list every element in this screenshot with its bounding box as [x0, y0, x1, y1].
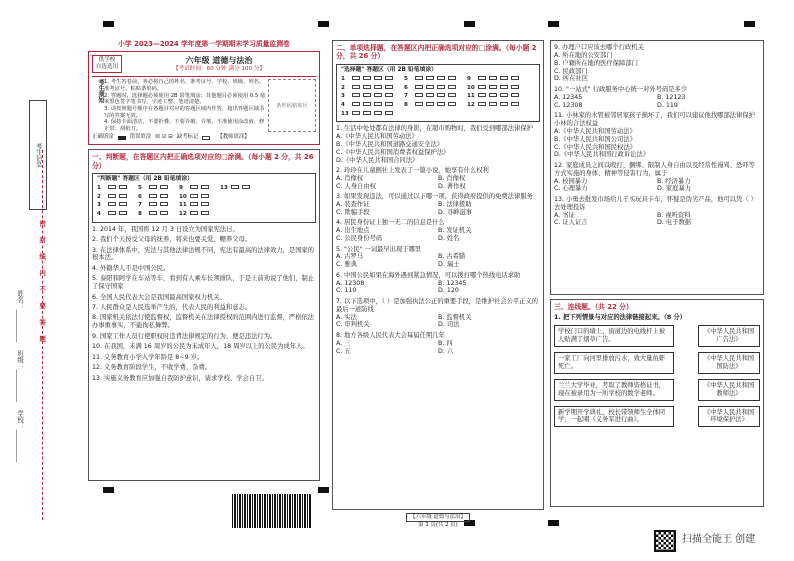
answer-bubble[interactable] [231, 185, 239, 189]
side-field-name[interactable]: 姓名：__________ [16, 290, 25, 342]
matching-pairs [554, 325, 760, 427]
column-1 [88, 40, 320, 481]
section-1-title: 一、判断题，在答题区内把正确选项对应的□涂满。（每小题 2 分，共 26 分） [92, 153, 314, 170]
answer-bubble[interactable] [426, 102, 434, 106]
answer-bubble[interactable] [363, 76, 371, 80]
option: A. 古罗马 [336, 253, 364, 261]
answer-bubble[interactable] [190, 202, 198, 206]
registration-mark [548, 21, 559, 27]
wrong-mark-icons: ☒ ☑ ⊟ [155, 134, 173, 141]
choice-question [336, 219, 540, 243]
q-num: 9 [467, 76, 471, 83]
law-box[interactable]: 《中华人民共和国环境保护法》 [698, 406, 760, 428]
answer-bubble[interactable] [448, 76, 456, 80]
answer-bubble[interactable] [352, 102, 360, 106]
q-num: 1 [97, 185, 101, 192]
option: A. 三 [336, 339, 351, 347]
choice-question-list [554, 44, 760, 227]
answer-bubble[interactable] [352, 85, 360, 89]
choice-row [341, 76, 535, 83]
option: C. 雅典 [336, 261, 357, 269]
question-text: 8. 地方各级人民代表大会每届任期几年 [336, 331, 445, 339]
judge-row [97, 185, 311, 192]
judge-question: 10. 在我国，未满 16 周岁的公民为未成年人，18 周岁以上的公民为成年人。 [92, 343, 309, 351]
option-row [336, 183, 540, 191]
judge-question: 12. 义务教育阶段学生，不收学费、杂费。 [92, 364, 212, 372]
option: C. 心理暴力 [554, 185, 588, 193]
option-row [336, 348, 540, 356]
scene-box[interactable]: 兰兰大学毕业，考取了教师资格证书，现在被录用为一所学校的数学老师。 [554, 379, 674, 401]
choice-question [336, 193, 540, 217]
registration-mark [318, 21, 329, 27]
option: C. 12308 [554, 101, 583, 109]
answer-bubble[interactable] [489, 85, 497, 89]
option-row [554, 94, 760, 102]
option: B. 经济暴力 [657, 177, 691, 185]
answer-bubble[interactable] [478, 76, 486, 80]
option-row [336, 227, 540, 235]
option: C. 欺骗手段 [336, 208, 370, 216]
answer-bubble[interactable] [448, 93, 456, 97]
question-text: 13. 小勇去批发市场给儿子买玩具卡车，怀疑是伪劣产品，他可以凭（ ）去处理投诉 [554, 195, 757, 211]
judge-question: 7. 人民群众是人民选举产生的，代表人民的利益和意志。 [92, 304, 252, 312]
option: C.《中华人民共和国民权法》 [554, 143, 636, 151]
option: D. 所在社区 [554, 75, 589, 83]
option: A. 12345 [554, 93, 583, 101]
footer-page: 第 1 页(共 2 页) [418, 521, 458, 528]
choice-question [554, 44, 760, 83]
answer-bubble[interactable] [415, 85, 423, 89]
barcode-area: 条形码粘贴区 [268, 79, 316, 132]
option: A. 肖像权 [336, 174, 364, 182]
option: D. 瑞士 [438, 261, 460, 269]
school-box-line: 自选选用 [95, 64, 119, 71]
answer-bubble[interactable] [374, 76, 382, 80]
side-field-class[interactable]: 班级：__________ [16, 350, 25, 402]
option: D. 司法 [438, 321, 460, 329]
answer-bubble[interactable] [149, 202, 157, 206]
question-text: 12. 家庭成员之间以殴打、捆绑、限制人身自由以及经常性谩骂、恐吓等方式实施的身体、精神等侵害行为，属于 [554, 161, 755, 177]
answer-bubble[interactable] [478, 85, 486, 89]
question-text: 2. 玲玲在儿童剧社上发表了一篇小说，她享有什么权利 [336, 166, 489, 174]
column-3 [550, 40, 764, 507]
option: A. 装查作证 [336, 201, 370, 209]
answer-bubble[interactable] [190, 185, 198, 189]
choice-question [554, 162, 760, 193]
barcode [232, 494, 312, 528]
question-text: 11. 小林家的水管被邻居家孩子损坏了，我们可以建议他找哪部法律保护小林的合法权益 [554, 112, 755, 127]
question-text: 1. 生活中处处都有法律的身影，在超市购物时，我们受到哪部法律保护 [336, 125, 533, 133]
judge-question: 9. 国家工作人员行使职权时违背法律规定的行为，便是违法行为。 [92, 332, 277, 340]
matching-row [554, 325, 760, 347]
answer-bubble[interactable] [119, 211, 127, 215]
option-row [336, 321, 540, 329]
answer-bubble[interactable] [500, 102, 508, 106]
option: D.《中华人民共和国行政诉讼法》 [554, 151, 650, 159]
question-text: 5. "公民" 一词最早出现于哪里 [336, 245, 422, 253]
answer-bubble[interactable] [385, 93, 393, 97]
choice-row [341, 93, 535, 100]
q-num: 5 [138, 185, 142, 192]
answer-bubble[interactable] [352, 93, 360, 97]
q-num: 5 [404, 76, 408, 83]
answer-bubble[interactable] [190, 194, 198, 198]
answer-bubble[interactable] [119, 194, 127, 198]
answer-bubble[interactable] [374, 102, 382, 106]
notice-item: 2. 答题时，选择题必须使用 2B 铅笔填涂；其他题目必须使用 0.5 毫米黑色签字笔书写，字迹工整、笔迹清楚。 [104, 92, 266, 106]
choice-answer-area [336, 64, 540, 122]
answer-bubble[interactable] [426, 76, 434, 80]
side-field-label: 姓名 [16, 290, 25, 303]
grade-subject: 六年级 道德与法治 [185, 55, 253, 65]
school-select-box [92, 55, 122, 73]
option: B. 12123 [657, 93, 686, 101]
q-num: 9 [179, 185, 183, 192]
scanner-watermark: 扫描全能王 创建 [682, 534, 756, 545]
q-num: 1 [341, 76, 345, 83]
answer-bubble[interactable] [160, 202, 168, 206]
q-num: 12 [467, 101, 475, 108]
answer-bubble[interactable] [149, 194, 157, 198]
question-text: 4. 居民身份证上独一无二的信息是什么 [336, 219, 445, 227]
option: C. 人身自由权 [336, 182, 376, 190]
q-num: 2 [97, 193, 101, 200]
answer-bubble[interactable] [437, 85, 445, 89]
q-num: 11 [467, 93, 475, 100]
registration-mark [103, 21, 114, 27]
qr-code [654, 530, 676, 552]
option: D. 寻衅滋事 [438, 208, 473, 216]
q-num: 4 [341, 101, 345, 108]
registration-mark [464, 21, 475, 27]
q-num: 10 [179, 193, 187, 200]
q-num: 2 [341, 84, 345, 91]
option: A. 所在地的公安部门 [554, 51, 613, 59]
answer-bubble[interactable] [160, 211, 168, 215]
registration-mark [318, 487, 329, 493]
filled-box-icon [118, 136, 126, 140]
answer-bubble[interactable] [108, 185, 116, 189]
exam-title: 小学 2023—2024 学年度第一学期期末学习质量监测卷 [118, 40, 290, 48]
choice-question [336, 167, 540, 191]
option-row [336, 175, 540, 183]
q-num: 6 [138, 193, 142, 200]
option: D. 家庭暴力 [657, 185, 692, 193]
option: A. 校园暴力 [554, 177, 588, 185]
q-num: 10 [467, 84, 475, 91]
answer-bubble[interactable] [511, 85, 519, 89]
side-info-box [29, 100, 47, 210]
answer-bubble[interactable] [448, 85, 456, 89]
answer-bubble[interactable] [108, 211, 116, 215]
column-2 [332, 40, 544, 529]
binding-strip [4, 60, 84, 540]
option: D. 120 [438, 287, 459, 295]
option: C. 110 [336, 287, 357, 295]
judge-question: 1. 2014 年，我国将 12 月 3 日设立为国家宪法日。 [92, 225, 239, 233]
notice-item: 3. 请按照题号顺序在各题目对应的答题区域内作答，超出答题区域书写的答案无效。 [104, 105, 265, 119]
question-text: 3. 如果发现违法，可以通过以下哪一项，获得政府提供的免费法律服务 [336, 193, 533, 201]
section-2-continued [550, 40, 764, 295]
answer-bubble[interactable] [108, 194, 116, 198]
option-row [336, 209, 540, 217]
option-row [336, 287, 540, 295]
judge-answer-area [92, 173, 316, 223]
answer-bubble[interactable] [119, 185, 127, 189]
answer-bubble[interactable] [374, 111, 382, 115]
answer-bubble[interactable] [160, 185, 168, 189]
answer-bubble[interactable] [352, 76, 360, 80]
answer-bubble[interactable] [478, 102, 486, 106]
scene-box[interactable]: 学校门口的墙上、街道边的电线杆上被人贴满了烟草广告。 [554, 325, 674, 347]
option: B. 古希腊 [438, 253, 466, 261]
judge-question: 4. 外籍华人不是中国公民。 [92, 264, 170, 272]
choice-question [336, 246, 540, 270]
side-field-label: 班级 [16, 350, 25, 363]
choice-row [341, 111, 535, 118]
answer-bubble[interactable] [201, 202, 209, 206]
answer-bubble[interactable] [242, 185, 250, 189]
answer-bubble[interactable] [385, 85, 393, 89]
question-text: 7. 以下选项中，（ ）是加强执法公正的重要手段，是维护社会公平正义的最后一道防线 [336, 297, 539, 313]
option: B.《中华人民共和国道路交通安全法》 [336, 140, 444, 148]
option: A. 12308 [336, 279, 365, 287]
section-1 [88, 149, 320, 481]
option: D.《中华人民共和国合同法》 [336, 156, 419, 164]
answer-bubble[interactable] [511, 76, 519, 80]
seal-line-label: 密封线内不要答题 [38, 220, 47, 352]
answer-bubble[interactable] [363, 93, 371, 97]
law-box[interactable]: 《中华人民共和国广告法》 [698, 325, 760, 347]
registration-mark [744, 21, 755, 27]
wrong-example-label: 错误填涂 [129, 134, 152, 141]
scene-box[interactable]: 一家工厂向河里排放污水，致大量鱼虾死亡。 [554, 352, 674, 374]
option: D. 六 [438, 347, 454, 355]
answer-bubble[interactable] [201, 194, 209, 198]
option: B. 发证机关 [438, 227, 472, 235]
answer-bubble[interactable] [363, 102, 371, 106]
time-score: 【考试时间：60 分钟 满分 100 分】 [172, 65, 266, 72]
registration-mark [548, 520, 559, 526]
q-num: 8 [138, 211, 142, 218]
option: D. 著作权 [438, 182, 466, 190]
option: B. 户籍所在地的医疗保障部门 [554, 59, 638, 67]
judge-question: 2. 我们个天按受父母的抚养，将来也要关爱、赡养父母。 [92, 236, 252, 244]
matching-row [554, 406, 760, 428]
option: C. 审判机关 [336, 321, 370, 329]
answer-bubble[interactable] [108, 202, 116, 206]
answer-bubble[interactable] [415, 102, 423, 106]
option: B. 四 [438, 339, 453, 347]
school-box-line: 供学校 [98, 57, 116, 64]
judge-row [97, 211, 311, 218]
option-row [336, 340, 540, 348]
q-num: 3 [341, 93, 345, 100]
option: C.《中华人民共和国消费者权益保护法》 [336, 148, 450, 156]
judge-question: 8. 国家机关依法行使监督权，监督机关在法律授权的范围内进行监督，严格依法办事重事实，不能徇私舞弊。 [92, 314, 315, 330]
choice-question-list [336, 125, 540, 355]
option-row [554, 102, 760, 110]
law-box[interactable]: 《中华人民共和国教师法》 [698, 379, 760, 401]
q-num: 3 [97, 202, 101, 209]
option: C. 公民身份号码 [336, 235, 383, 243]
choice-question [554, 112, 760, 159]
question-text: 9. 办理户口应该去哪个行政机关 [554, 44, 644, 51]
page-footer [332, 513, 544, 529]
answer-bubble[interactable] [478, 93, 486, 97]
q-num: 13 [341, 110, 349, 117]
footer-subject: 【六年级 道德与法治】 [406, 513, 470, 522]
option: C. 证人证言 [554, 219, 588, 227]
teacher-label: 【教师填涂】 [217, 134, 250, 141]
answer-bubble[interactable] [149, 185, 157, 189]
option: D. 119 [657, 101, 678, 109]
question-text: 6. 中国公民如果在海外遇到紧急情况，可以拨打哪个热线电话求助 [336, 271, 521, 279]
q-num: 12 [179, 211, 187, 218]
judge-row [97, 194, 311, 201]
answer-bubble[interactable] [385, 76, 393, 80]
q-num: 13 [220, 185, 228, 192]
answer-bubble[interactable] [415, 76, 423, 80]
choice-question [336, 125, 540, 164]
notice-item: 1. 考生答卷前，务必将自己的姓名、准考证号、学校、班级、姓名、准考证号、粘贴条形码。 [104, 79, 265, 93]
answer-bubble[interactable] [511, 93, 519, 97]
answer-bubble[interactable] [160, 194, 168, 198]
answer-bubble[interactable] [489, 93, 497, 97]
answer-bubble[interactable] [363, 111, 371, 115]
option: B. 12345 [438, 279, 467, 287]
option: C. 民政部门 [554, 67, 588, 75]
answer-bubble[interactable] [385, 102, 393, 106]
judge-question: 13. 实施义务教育应加强自我防护意识，请求学校、学会自卫。 [92, 374, 268, 382]
option: D. 姓名 [438, 235, 460, 243]
choice-question [554, 196, 760, 227]
registration-mark [103, 487, 114, 493]
choice-question [554, 86, 760, 110]
answer-bubble[interactable] [426, 85, 434, 89]
answer-bubble[interactable] [489, 102, 497, 106]
choice-row [341, 85, 535, 92]
option: A.《中华人民共和国劳动法》 [554, 127, 636, 135]
option: B. 视听资料 [657, 211, 691, 219]
answer-bubble[interactable] [149, 211, 157, 215]
notice-label: 考生须知 [97, 79, 104, 104]
judge-question: 11. 义务教育小学入学年龄是 8~9 岁。 [92, 353, 204, 361]
answer-bubble[interactable] [500, 85, 508, 89]
matching-row [554, 352, 760, 374]
q-num: 6 [404, 84, 408, 91]
section-3-instruction: 1. 把下列情景与对应的法律链接起来。（8 分） [554, 314, 687, 322]
notice-item: 4. 保持卡面清洁，不要折叠、不要弄破、弄皱，不准使用涂改液、修正带、刮纸刀。 [104, 119, 265, 132]
answer-bubble[interactable] [500, 93, 508, 97]
seal-line [42, 150, 43, 520]
answer-bubble[interactable] [385, 111, 393, 115]
question-text: 10. "一站式" 行政服务中心统一对外号码是多少 [554, 85, 688, 93]
judge-area-label: "判断题" 答题区（用 2B 铅笔填涂） [97, 176, 193, 183]
answer-bubble[interactable] [374, 85, 382, 89]
section-3 [550, 299, 764, 507]
choice-question [336, 272, 540, 296]
answer-bubble[interactable] [437, 93, 445, 97]
header-box [88, 51, 320, 145]
option: B. 监督机关 [438, 313, 472, 321]
choice-question [336, 298, 540, 329]
answer-bubble[interactable] [374, 93, 382, 97]
side-label: 考生信息 [34, 143, 42, 167]
missing-mark-box[interactable] [202, 136, 210, 140]
choice-question [336, 332, 540, 356]
q-num: 7 [138, 202, 142, 209]
judge-question: 6. 全国人民代表大会是我国最高国家权力机关。 [92, 293, 226, 301]
side-field-school[interactable]: 学校：__________ [16, 410, 25, 462]
choice-area-label: "选择题" 答题区（用 2B 铅笔填涂） [341, 66, 437, 73]
answer-bubble[interactable] [190, 211, 198, 215]
answer-bubble[interactable] [363, 85, 371, 89]
matching-row [554, 379, 760, 401]
answer-bubble[interactable] [352, 111, 360, 115]
option: A.《中华人民共和国劳动法》 [336, 132, 418, 140]
option: A. 实法 [336, 313, 357, 321]
answer-bubble[interactable] [437, 102, 445, 106]
option-row [554, 185, 760, 193]
option-row [336, 261, 540, 269]
section-2 [332, 40, 544, 510]
q-num: 8 [404, 101, 408, 108]
option: A. 书证 [554, 211, 575, 219]
answer-bubble[interactable] [426, 93, 434, 97]
answer-bubble[interactable] [119, 202, 127, 206]
option: B.《中华人民共和国公司法》 [554, 135, 636, 143]
answer-bubble[interactable] [500, 76, 508, 80]
option-row [336, 280, 540, 288]
q-num: 4 [97, 211, 101, 218]
option-row [336, 201, 540, 209]
answer-bubble[interactable] [201, 211, 209, 215]
option-row [336, 235, 540, 243]
judge-question: 3. 在法律体系中，宪法与其他法律法规不同，宪法有最高的法律效力，是国家的根本法。 [92, 246, 315, 262]
answer-bubble[interactable] [489, 76, 497, 80]
option: D. 电子数据 [657, 219, 692, 227]
option: A. 出生地点 [336, 227, 370, 235]
q-num: 11 [179, 202, 187, 209]
q-num: 7 [404, 93, 408, 100]
choice-row [341, 102, 535, 109]
option: C. 五 [336, 347, 351, 355]
answer-bubble[interactable] [448, 102, 456, 106]
option: B. 肖像权 [438, 174, 466, 182]
judge-question: 5. 泰阳和阿学在车站等车，看到有人乘车长须排队，于是上前劝说了他们，制止了保守国家 [92, 275, 315, 291]
scene-box[interactable]: 新学期开学典礼，校长带领师生全体同学，一起唱《义务军进行曲》。 [554, 406, 674, 428]
answer-bubble[interactable] [415, 93, 423, 97]
side-field-label: 学校 [16, 410, 25, 423]
answer-bubble[interactable] [437, 76, 445, 80]
option: B. 法律援助 [438, 201, 472, 209]
fill-example-label: 正确填涂 [92, 134, 114, 141]
missing-label: 缺考标记 [176, 134, 199, 141]
option-row [554, 219, 760, 227]
law-box[interactable]: 《中华人民共和国国防法》 [698, 352, 760, 374]
section-3-title: 三、连线题。（共 22 分） [554, 303, 633, 311]
answer-bubble[interactable] [201, 185, 209, 189]
section-2-title: 二、单项选择题，在答题区内把正确选项对应的□涂满。（每小题 2 分，共 26 分） [336, 44, 537, 61]
judge-row [97, 202, 311, 209]
answer-bubble[interactable] [511, 102, 519, 106]
